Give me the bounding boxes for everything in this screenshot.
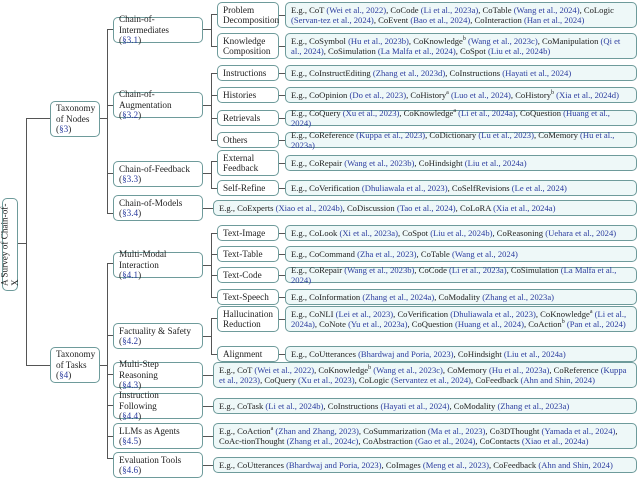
leaf-text: E.g., CoUtterances (Bhardwaj and Poria, 2023), CoImages (Meng et al., 2023), CoFeedback (Ahn and Shin, 2024) xyxy=(219,459,613,470)
citation-link[interactable]: (Hu et al., 2023b) xyxy=(348,35,409,46)
label: Reduction xyxy=(223,319,261,329)
connector xyxy=(203,406,213,407)
factuality-and-safety xyxy=(113,323,203,349)
citation-link[interactable]: (Kuppa et al., 2023) xyxy=(356,129,426,140)
leaf-text: E.g., CoVerification (Dhuliawala et al., 2023), CoSelfRevisions (Le et al., 2024) xyxy=(291,182,567,193)
connector xyxy=(203,265,211,266)
connector xyxy=(203,208,213,209)
section-ref: (§3.4) xyxy=(119,208,142,218)
label: of Nodes xyxy=(56,113,90,124)
leaf-text: E.g., CoOpinion (Do et al., 2023), CoHistory$^a$ (Luo et al., 2024), CoHistory$^b$ (Xia et al., 2024d) xyxy=(291,89,619,100)
connector xyxy=(211,73,212,140)
label: Multi-Step Reasoning xyxy=(119,359,159,380)
section-ref: (§3.2) xyxy=(119,110,142,121)
label: Problem xyxy=(223,4,255,15)
citation-link[interactable]: (Zhang et al., 2023d) xyxy=(372,67,446,78)
chain-of-intermediates xyxy=(113,14,203,46)
leaf-histories xyxy=(285,87,637,103)
leaf-text: E.g., CoInstructEditing (Zhang et al., 2023d), CoInstructions (Hayati et al., 2024) xyxy=(291,67,572,78)
leaf-text: E.g., CoRepair (Wang et al., 2023b), CoCode (Li et al., 2023a), CoSimulation (La Malfa et al., 2024) xyxy=(291,264,617,285)
citation-link[interactable]: (Han et al., 2024) xyxy=(523,15,585,25)
leaf-text: E.g., CoQuery (Xu et al., 2023), CoKnowledge$^a$ (Li et al., 2024a), CoQuestion (Huang et al., 2024) xyxy=(291,107,610,128)
superscript: b xyxy=(561,319,565,326)
citation-link[interactable]: (Li et al., 2024a) xyxy=(458,107,516,118)
connector xyxy=(211,318,212,354)
label: Knowledge xyxy=(223,35,266,46)
section-ref: (§3.1) xyxy=(119,35,142,46)
label: Chain-of-Models xyxy=(119,197,183,208)
connector xyxy=(100,365,107,366)
connector xyxy=(203,465,213,466)
label: Alignment xyxy=(223,348,263,359)
leaf-evaluation-tools xyxy=(213,457,637,473)
label: LLMs as Agents xyxy=(119,425,180,436)
citation-link[interactable]: (Le et al., 2024) xyxy=(511,182,567,193)
citation-link[interactable]: (Zhang et al., 2023a) xyxy=(497,400,570,411)
citation-link[interactable]: (Tao et al., 2024) xyxy=(396,202,456,213)
leaf-text: E.g., CoTask (Li et al., 2024b), CoInstructions (Hayati et al., 2024), CoModality (Zhang et al., 2023a) xyxy=(219,400,570,411)
superscript: b xyxy=(368,364,372,371)
citation-link[interactable]: (Xiao et al., 2024a) xyxy=(521,436,589,446)
citation-link[interactable]: (Luo et al., 2024) xyxy=(451,89,511,100)
label: Taxonomy xyxy=(56,103,96,114)
superscript: b xyxy=(462,35,466,42)
citation-link[interactable]: (Bhardwaj and Poria, 2023) xyxy=(358,348,454,359)
citation-link[interactable]: (Wei et al., 2022) xyxy=(254,364,315,375)
citation-link[interactable]: (Wang et al., 2024) xyxy=(451,248,518,259)
problem-decomposition xyxy=(217,2,279,28)
hallucination-reduction xyxy=(217,306,279,332)
label: Multi-Modal Interaction xyxy=(119,249,167,270)
section-ref: (§3) xyxy=(56,124,72,135)
citation-link[interactable]: (Ahn and Shin, 2024) xyxy=(520,375,595,385)
citation-link[interactable]: (Zha et al., 2023) xyxy=(357,248,417,259)
citation-link[interactable]: (Wang et al., 2023b) xyxy=(344,264,415,275)
label: Composition xyxy=(223,46,271,56)
connector xyxy=(100,118,107,119)
leaf-text-image xyxy=(285,225,637,241)
citation-link[interactable]: (Wang et al., 2023c) xyxy=(373,364,443,375)
connector xyxy=(26,365,50,366)
section-link[interactable]: §4.2 xyxy=(122,336,139,346)
leaf-chain-of-models xyxy=(213,200,637,216)
citation-link[interactable]: (Hu et al., 2023a) xyxy=(489,364,550,375)
section-link[interactable]: §4.5 xyxy=(122,436,139,446)
label: Chain-of-Feedback xyxy=(119,163,190,174)
label: Text-Speech xyxy=(223,291,269,302)
label: Taxonomy xyxy=(56,349,96,360)
section-link[interactable]: §4.6 xyxy=(122,465,139,475)
citation-link[interactable]: (Liu et al., 2024b) xyxy=(487,46,551,56)
retrievals xyxy=(217,110,279,126)
leaf-text: E.g., CoT (Wei et al., 2022), CoKnowledge$^b$ (Wang et al., 2023c), CoMemory (Hu et al., 2023a), CoReference (Kuppa et al., 2023), CoQuery (Xu et al., 2023), CoLogic (Servantez et al., 2024), CoFeedback (Ahn and Shin, 2024) xyxy=(219,364,627,385)
leaf-text: E.g., CoLook (Xi et al., 2023a), CoSpot (Liu et al., 2024b), CoReasoning (Uehara et al., 2024) xyxy=(291,227,617,238)
label: Others xyxy=(223,134,248,145)
leaf-hallucination-reduction xyxy=(285,306,637,332)
citation-link[interactable]: (Meng et al., 2023) xyxy=(422,459,489,470)
connector xyxy=(203,29,211,30)
citation-link[interactable]: (Do et al., 2023) xyxy=(349,89,407,100)
citation-link[interactable]: (Yu et al., 2023a) xyxy=(348,319,408,329)
citation-link[interactable]: (Ahn and Shin, 2024) xyxy=(538,459,613,470)
text-table xyxy=(217,246,279,262)
citation-link[interactable]: (Pan et al., 2024) xyxy=(566,319,626,329)
citation-link[interactable]: (Lei et al., 2023) xyxy=(335,308,394,319)
instructions xyxy=(217,65,279,81)
citation-link[interactable]: (Zhang et al., 2023a) xyxy=(482,291,555,302)
label: Text-Table xyxy=(223,248,263,259)
leaf-others xyxy=(285,129,637,150)
citation-link[interactable]: (Zhang et al., 2024c) xyxy=(286,436,359,446)
citation-link[interactable]: (Liu et al., 2024b) xyxy=(430,227,493,238)
leaf-text: E.g., CoAction$^a$ (Zhan and Zhang, 2023), CoSummarization (Ma et al., 2023), Co3DThought (Yamada et al., 2024), CoAc-tionThought (Zhang et al., 2024c), CoAbstraction (Gao et al., 2024), CoContacts (Xiao et al., 2024a) xyxy=(219,425,618,446)
taxonomy-of-tasks xyxy=(50,347,100,383)
section-link[interactable]: §4.1 xyxy=(122,270,139,281)
citation-link[interactable]: (Liu et al., 2024a) xyxy=(464,157,527,168)
text-code xyxy=(217,267,279,283)
citation-link[interactable]: (Lu et al., 2023) xyxy=(478,129,534,140)
superscript: a xyxy=(589,308,593,315)
section-link[interactable]: §3 xyxy=(59,124,69,135)
label: Feedback xyxy=(223,163,259,173)
connector xyxy=(203,436,213,437)
label: Text-Code xyxy=(223,269,262,280)
citation-link[interactable]: (Hayati et al., 2024) xyxy=(380,400,450,411)
label: Decomposition xyxy=(223,15,280,25)
label: Histories xyxy=(223,89,257,100)
connector xyxy=(203,375,213,376)
label: Chain-of-Intermediates xyxy=(119,14,169,35)
others xyxy=(217,132,279,148)
leaf-text-table xyxy=(285,246,637,262)
citation-link[interactable]: (Zhan and Zhang, 2023) xyxy=(275,425,359,436)
chain-of-feedback xyxy=(113,161,203,187)
citation-link[interactable]: (La Malfa et al., 2024) xyxy=(377,46,456,56)
citation-link[interactable]: (Yamada et al., 2024) xyxy=(541,425,616,436)
leaf-instructions xyxy=(285,65,637,81)
superscript: a xyxy=(453,107,456,114)
superscript: b xyxy=(551,89,555,96)
citation-link[interactable]: (Hu et al., 2023a) xyxy=(291,129,615,150)
citation-link[interactable]: (Wang et al., 2023b) xyxy=(344,157,415,168)
multi-step-reasoning xyxy=(113,359,203,391)
root-label: A Survey of Chain-of-X xyxy=(0,203,20,286)
label: Hallucination xyxy=(223,308,274,319)
connector xyxy=(107,29,108,213)
leaf-alignment xyxy=(285,346,637,362)
citation-link[interactable]: (Dhuliawala et al., 2023) xyxy=(361,182,448,193)
leaf-text-code xyxy=(285,264,637,285)
histories xyxy=(217,87,279,103)
connector xyxy=(18,243,26,244)
connector xyxy=(107,263,108,458)
leaf-self-refine xyxy=(285,180,637,196)
citation-link[interactable]: (Uehara et al., 2024) xyxy=(545,227,617,238)
label: Text-Image xyxy=(223,227,266,238)
section-link[interactable]: §4.3 xyxy=(122,380,139,391)
citation-link[interactable]: (Hayati et al., 2024) xyxy=(502,67,572,78)
knowledge-composition xyxy=(217,33,279,59)
connector xyxy=(203,105,211,106)
connector xyxy=(211,14,212,46)
leaf-text: E.g., CoExperts (Xiao et al., 2024b), CoDiscussion (Tao et al., 2024), CoLoRA (Xia et al., 2024a) xyxy=(219,202,556,213)
leaf-text: E.g., CoInformation (Zhang et al., 2024a), CoModality (Zhang et al., 2023a) xyxy=(291,291,555,302)
citation-link[interactable]: (Bao et al., 2024) xyxy=(410,15,471,25)
section-ref: (§3.3) xyxy=(119,174,142,184)
leaf-text-speech xyxy=(285,289,637,305)
citation-link[interactable]: (Servan-tez et al., 2024) xyxy=(291,15,374,25)
section-ref: (§4.3) xyxy=(119,380,142,391)
leaf-llms-as-agents xyxy=(213,423,637,449)
section-ref: (§4.5) xyxy=(119,436,142,446)
citation-link[interactable]: (La Malfa et al., 2024) xyxy=(291,264,617,285)
leaf-text: E.g., CoUtterances (Bhardwaj and Poria, 2023), CoHindsight (Liu et al., 2024a) xyxy=(291,348,566,359)
label: Self-Refine xyxy=(223,182,266,193)
section-link[interactable]: §3.1 xyxy=(122,35,139,46)
llms-as-agents xyxy=(113,423,203,449)
leaf-text: E.g., CoRepair (Wang et al., 2023b), CoHindsight (Liu et al., 2024a) xyxy=(291,157,527,168)
connector xyxy=(211,233,212,297)
citation-link[interactable]: (Wang et al., 2024) xyxy=(513,4,580,15)
citation-link[interactable]: (Servantez et al., 2024) xyxy=(391,375,472,385)
citation-link[interactable]: (Li et al., 2023a) xyxy=(420,4,479,15)
connector xyxy=(203,173,211,174)
section-ref: (§4.1) xyxy=(119,270,142,281)
self-refine xyxy=(217,180,279,196)
leaf-text: E.g., CoSymbol (Hu et al., 2023b), CoKnowledge$^b$ (Wang et al., 2023c), CoManipulation (Qi et al., 2024), CoSimulation (La Malfa et al., 2024), CoSpot (Liu et al., 2024b) xyxy=(291,35,621,56)
citation-link[interactable]: (Dhuliawala et al., 2023) xyxy=(450,308,536,319)
section-ref: (§4.6) xyxy=(119,465,142,475)
citation-link[interactable]: (Gao et al., 2024) xyxy=(414,436,476,446)
chain-of-models xyxy=(113,195,203,221)
chain-of-augmentation xyxy=(113,89,203,121)
text-speech xyxy=(217,289,279,305)
leaf-external-feedback xyxy=(285,155,637,171)
citation-link[interactable]: (Xia et al., 2024a) xyxy=(493,202,556,213)
section-link[interactable]: §3.2 xyxy=(122,110,139,121)
section-ref: (§4) xyxy=(56,370,72,381)
multi-modal-interaction xyxy=(113,249,203,281)
leaf-retrievals xyxy=(285,107,637,128)
leaf-knowledge-composition xyxy=(285,33,637,59)
citation-link[interactable]: (Wang et al., 2023c) xyxy=(468,35,538,46)
connector xyxy=(211,161,212,188)
section-link[interactable]: §3.4 xyxy=(122,208,139,218)
citation-link[interactable]: (Xia et al., 2024d) xyxy=(556,89,619,100)
citation-link[interactable]: (Xi et al., 2023a) xyxy=(339,227,398,238)
citation-link[interactable]: (Liu et al., 2024a) xyxy=(503,348,566,359)
label: Chain-of-Augmentation xyxy=(119,89,172,110)
citation-link[interactable]: (Bhardwaj and Poria, 2023) xyxy=(286,459,382,470)
section-ref: (§4.4) xyxy=(119,411,142,422)
citation-link[interactable]: (Li et al., 2024b) xyxy=(265,400,324,411)
root-node xyxy=(2,198,18,291)
connector xyxy=(26,118,50,119)
text-image xyxy=(217,225,279,241)
section-link[interactable]: §4 xyxy=(59,370,69,381)
label: Evaluation Tools xyxy=(119,454,182,465)
citation-link[interactable]: (Xu et al., 2023) xyxy=(342,107,400,118)
label: Instruction Following xyxy=(119,390,159,411)
section-link[interactable]: §3.3 xyxy=(122,174,139,184)
citation-link[interactable]: (Wei et al., 2022) xyxy=(326,4,387,15)
instruction-following xyxy=(113,390,203,422)
leaf-text: E.g., CoT (Wei et al., 2022), CoCode (Li et al., 2023a), CoTable (Wang et al., 2024), CoLogic (Servan-tez et al., 2024), CoEvent (Bao et al., 2024), CoInteraction (Han et al., 2024) xyxy=(291,4,614,25)
superscript: a xyxy=(446,89,449,96)
citation-link[interactable]: (Huang et al., 2024) xyxy=(455,319,524,329)
connector xyxy=(203,336,211,337)
citation-link[interactable]: (Ma et al., 2023) xyxy=(427,425,486,436)
section-ref: (§4.2) xyxy=(119,336,142,346)
section-link[interactable]: §4.4 xyxy=(122,411,139,422)
taxonomy-of-nodes xyxy=(50,101,100,137)
citation-link[interactable]: (Qi et al., 2024) xyxy=(291,35,621,56)
alignment xyxy=(217,346,279,362)
evaluation-tools xyxy=(113,452,203,478)
label: Factuality & Safety xyxy=(119,325,191,336)
external-feedback xyxy=(217,150,279,176)
leaf-text: E.g., CoReference (Kuppa et al., 2023), CoDictionary (Lu et al., 2023), CoMemory (Hu et al., 2023a) xyxy=(291,129,615,150)
label: Instructions xyxy=(223,67,267,78)
citation-link[interactable]: (Li et al., 2023a) xyxy=(449,264,507,275)
superscript: a xyxy=(270,425,274,432)
citation-link[interactable]: (Xiao et al., 2024b) xyxy=(275,202,343,213)
connector xyxy=(26,118,27,365)
label: of Tasks xyxy=(56,359,87,370)
leaf-text: E.g., CoNLI (Lei et al., 2023), CoVerification (Dhuliawala et al., 2023), CoKnowledge$^a$ (Li et al., 2024a), CoNote (Yu et al., 2023a), CoQuestion (Huang et al., 2024), CoAction$^b$ (Pan et al., 2024) xyxy=(291,308,627,329)
citation-link[interactable]: (Li et al., 2024a) xyxy=(291,308,627,329)
citation-link[interactable]: (Xu et al., 2023) xyxy=(298,375,355,385)
citation-link[interactable]: (Zhang et al., 2024a) xyxy=(362,291,435,302)
citation-link[interactable]: (Kuppa et al., 2023) xyxy=(219,364,627,385)
label: External xyxy=(223,152,255,163)
leaf-instruction-following xyxy=(213,398,637,414)
leaf-multi-step-reasoning xyxy=(213,362,637,388)
leaf-text: E.g., CoCommand (Zha et al., 2023), CoTable (Wang et al., 2024) xyxy=(291,248,518,259)
citation-link[interactable]: (Huang et al., 2024) xyxy=(291,107,610,128)
label: Retrievals xyxy=(223,112,261,123)
leaf-problem-decomposition xyxy=(285,2,637,28)
